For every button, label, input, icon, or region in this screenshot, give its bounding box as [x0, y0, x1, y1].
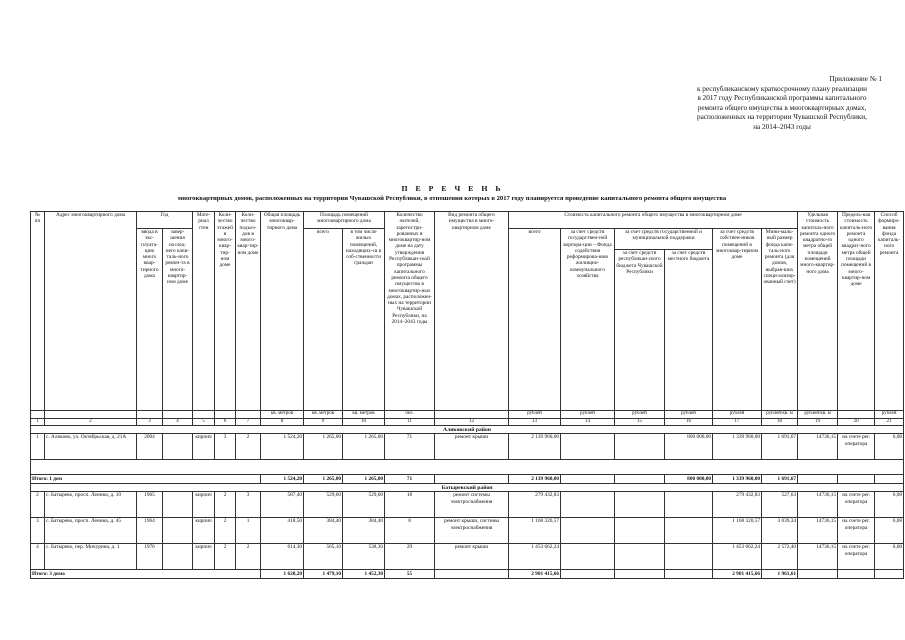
- total-row: [31, 475, 904, 484]
- total-residents: 55: [385, 570, 435, 579]
- row-number: 3: [31, 518, 45, 544]
- row-owned-area: 1 265,00: [343, 434, 385, 460]
- row-limit-cost: 14736,15: [798, 492, 838, 518]
- row-work-type: ремонт крыши, системы электроснабжения: [435, 518, 509, 544]
- row-min-contrib: 6,08: [875, 518, 904, 544]
- header-year-repair: завер-шения послед-него капи-таль-ного ремон-та в много-квартир-ном доме: [163, 229, 193, 411]
- column-number: 7: [236, 419, 261, 426]
- row-owned-area: 384,40: [343, 518, 385, 544]
- total-area: 1 524,20: [261, 475, 304, 484]
- row-cost-total: 1 168 320,57: [509, 518, 561, 544]
- row-cost-owners: 1 453 662,24: [713, 544, 762, 570]
- row-floors: 2: [215, 544, 236, 570]
- row-residents: 29: [385, 544, 435, 570]
- total-row: [31, 570, 904, 579]
- row-entrances: 2: [236, 544, 261, 570]
- column-number: 19: [798, 419, 838, 426]
- column-number: 20: [838, 419, 875, 426]
- row-unit-cost: 2 572,40: [762, 544, 798, 570]
- row-floors: 2: [215, 518, 236, 544]
- row-residents: 8: [385, 518, 435, 544]
- column-number: 5: [193, 419, 215, 426]
- row-min-contrib: 6,08: [875, 434, 904, 460]
- row-material: кирпич: [193, 544, 215, 570]
- total-unit-cost: 1 961,61: [762, 570, 798, 579]
- row-floors: 2: [215, 492, 236, 518]
- header-floors: Коли-чество этажей в много-квар-тир-ном доме: [215, 212, 236, 411]
- header-cost: Стоимость капитального ремонта общего имущества в многоквартирном доме: [509, 212, 798, 229]
- table-row: [31, 434, 904, 460]
- total-label: Итого: 1 дом: [31, 475, 261, 484]
- total-owners: 2 901 415,66: [713, 570, 762, 579]
- row-owned-area: 538,30: [343, 544, 385, 570]
- total-label: Итого: 3 дома: [31, 570, 261, 579]
- header-total-area: Общая площадь многоквар-тирного дома: [261, 212, 304, 411]
- unit-cell: рублей/кв. м: [798, 411, 838, 419]
- header-address: Адрес многоквартирного дома: [45, 212, 137, 411]
- total-unit-cost: 1 691,67: [762, 475, 798, 484]
- header-cost-local: за счет средств местного бюджета: [665, 250, 713, 411]
- header-year-built: ввода в экс-плуата-цию много квар-тирного дома: [137, 229, 163, 411]
- row-address: с. Батырево, просп. Ленина, д. 10: [45, 492, 137, 518]
- row-work-type: ремонт крыши: [435, 544, 509, 570]
- annex-line: к республиканскому краткосрочному плану реализации: [697, 84, 867, 93]
- row-work-type: ремонт крыши: [435, 434, 509, 460]
- row-year-built: 1964: [137, 518, 163, 544]
- row-total-area: 418,50: [261, 518, 304, 544]
- header-material: Мате-риал стен: [193, 212, 215, 411]
- annex-line: расположенных на территории Чувашской Республики,: [697, 113, 867, 122]
- column-number: 9: [304, 419, 343, 426]
- row-min-contrib: 6,08: [875, 492, 904, 518]
- header-unit-cost: Удельная стоимость капиталь-ного ремонта одного квадратно-го метра общей площади помещений много-квартир-ного дома: [798, 212, 838, 411]
- row-residents: 18: [385, 492, 435, 518]
- row-premises-area: 1 265,00: [304, 434, 343, 460]
- unit-cell: рублей: [875, 411, 904, 419]
- total-area: 1 620,20: [261, 570, 304, 579]
- column-number: 13: [509, 419, 561, 426]
- column-number: 3: [137, 419, 163, 426]
- header-cost-fund: за счет средств государствен-ной корпора-ции – Фонда содействия реформирова-нию жилищно-коммунального хозяйства: [561, 229, 615, 411]
- header-cost-republic: за счет средств республикан-ского бюджета Чувашской Республики: [615, 250, 665, 411]
- row-method: на счете рег. оператора: [838, 492, 875, 518]
- row-limit-cost: 14736,15: [798, 518, 838, 544]
- row-min-contrib: 6,08: [875, 544, 904, 570]
- row-limit-cost: 14736,15: [798, 544, 838, 570]
- row-year-built: 1965: [137, 492, 163, 518]
- header-num: № пп: [31, 212, 45, 411]
- total-owned: 1 265,00: [343, 475, 385, 484]
- column-numbers-row: [31, 419, 904, 426]
- row-cost-owners: 1 339 960,00: [713, 434, 762, 460]
- row-year-built: 1976: [137, 544, 163, 570]
- document-subtitle: многоквартирных домов, расположенных на территории Чувашской Республики, в отношении которых в 2017 году планируется проведение капитального ремонта общего имущества: [177, 195, 727, 202]
- row-residents: 71: [385, 434, 435, 460]
- row-premises-area: 384,40: [304, 518, 343, 544]
- annex-line: в 2017 году Республиканской программы капитального: [697, 94, 867, 103]
- row-address: с. Батырево, просп. Ленина, д. 45: [45, 518, 137, 544]
- row-total-area: 1 524,20: [261, 434, 304, 460]
- header-entrances: Коли-чество подъез-дов в много-квар-тир-ном доме: [236, 212, 261, 411]
- row-material: кирпич: [193, 518, 215, 544]
- unit-cell: кв. метров: [343, 411, 385, 419]
- header-limit-cost: Предель-ная стоимость капиталь-ного ремонта одного квадрат-ного метра общей площади помещений в много-квартир-ном доме: [838, 212, 875, 411]
- row-cost-total: 2 139 960,00: [509, 434, 561, 460]
- header-work-type: Вид ремонта общего имущества в много-квартирном доме: [435, 212, 509, 411]
- row-entrances: 2: [236, 434, 261, 460]
- unit-cell: рублей/кв. м: [762, 411, 798, 419]
- total-residents: 71: [385, 475, 435, 484]
- row-address: с. Аликово, ул. Октябрьская, д. 21А: [45, 434, 137, 460]
- row-method: на счете рег. оператора: [838, 544, 875, 570]
- row-method: на счете рег. оператора: [838, 434, 875, 460]
- unit-cell: рублей: [713, 411, 762, 419]
- district-heading: Аликовский район: [31, 426, 904, 434]
- row-material: кирпич: [193, 492, 215, 518]
- header-residents: Количество жителей, зарегистри-рованных в многоквартир-ном доме на дату утверждения Республикан-ской программы капитального ремонта общего имущества в многоквартир-ных домах, расположен-ных на территории Чувашской Республики, на 2014–2043 годы: [385, 212, 435, 411]
- column-number: 18: [762, 419, 798, 426]
- column-number: 10: [343, 419, 385, 426]
- row-cost-total: 1 453 662,24: [509, 544, 561, 570]
- row-owned-area: 529,60: [343, 492, 385, 518]
- row-limit-cost: 14736,15: [798, 434, 838, 460]
- total-local: 800 000,00: [665, 475, 713, 484]
- unit-cell: рублей: [615, 411, 665, 419]
- total-owners: 1 339 960,00: [713, 475, 762, 484]
- header-premises-total: всего: [304, 229, 343, 411]
- header-year: Год: [137, 212, 193, 229]
- row-unit-cost: 527,63: [762, 492, 798, 518]
- total-owned: 1 452,30: [343, 570, 385, 579]
- row-cost-local: 800 000,00: [665, 434, 713, 460]
- total-premises: 1 265,00: [304, 475, 343, 484]
- unit-cell: кв. метров: [304, 411, 343, 419]
- header-premises-owned: в том числе жилых помещений, находящих-ся в соб-ственности граждан: [343, 229, 385, 411]
- column-number: 21: [875, 419, 904, 426]
- column-number: 4: [163, 419, 193, 426]
- row-cost-owners: 1 168 320,57: [713, 518, 762, 544]
- column-number: 2: [45, 419, 137, 426]
- header-premises-area: Площадь помещений многоквартирного дома: [304, 212, 385, 229]
- header-cost-owners: за счет средств собствен-ников помещений в многоквар-тирном доме: [713, 229, 762, 411]
- total-cost: 2 901 415,66: [509, 570, 561, 579]
- row-work-type: ремонт системы электроснабжения: [435, 492, 509, 518]
- annex-line: ремонта общего имущества в многоквартирных домах,: [697, 103, 867, 112]
- column-number: 6: [215, 419, 236, 426]
- unit-cell: рублей: [561, 411, 615, 419]
- row-total-area: 587,40: [261, 492, 304, 518]
- header-min-contrib: Мини-маль-ный размер фонда капи-таль-ного ремонта (для домов, выбрав-ших специ-ализир-ованный счет): [762, 229, 798, 411]
- row-entrances: 3: [236, 492, 261, 518]
- header-method: Способ формиро-вания фонда капиталь-ного ремонта: [875, 212, 904, 411]
- row-entrances: 1: [236, 518, 261, 544]
- column-number: 15: [615, 419, 665, 426]
- row-number: 2: [31, 492, 45, 518]
- column-number: 14: [561, 419, 615, 426]
- district-heading: Батыревский район: [31, 484, 904, 492]
- row-cost-owners: 279 432,83: [713, 492, 762, 518]
- document-title: П Е Р Е Ч Е Н Ь: [401, 184, 504, 193]
- column-number: 11: [385, 419, 435, 426]
- row-total-area: 614,30: [261, 544, 304, 570]
- column-number: 17: [713, 419, 762, 426]
- column-number: 1: [31, 419, 45, 426]
- row-material: кирпич: [193, 434, 215, 460]
- row-number: 4: [31, 544, 45, 570]
- row-premises-area: 529,60: [304, 492, 343, 518]
- table-row: [31, 518, 904, 544]
- row-cost-total: 279 432,83: [509, 492, 561, 518]
- table-row: [31, 492, 904, 518]
- row-method: на счете рег. оператора: [838, 518, 875, 544]
- row-floors: 3: [215, 434, 236, 460]
- column-number: 16: [665, 419, 713, 426]
- annex-note: [668, 75, 896, 133]
- houses-table: [30, 211, 904, 579]
- header-cost-total: всего: [509, 229, 561, 411]
- table-row: [31, 544, 904, 570]
- row-unit-cost: 3 039,34: [762, 518, 798, 544]
- row-number: 1: [31, 434, 45, 460]
- annex-line: Приложение № 1: [829, 75, 882, 83]
- row-address: с. Батырево, пер. Мичурина, д. 1: [45, 544, 137, 570]
- unit-cell: рублей: [509, 411, 561, 419]
- annex-line: на 2014–2043 годы: [753, 122, 811, 131]
- column-number: 8: [261, 419, 304, 426]
- row-year-built: 2004: [137, 434, 163, 460]
- unit-cell: чел.: [385, 411, 435, 419]
- total-premises: 1 479,10: [304, 570, 343, 579]
- row-premises-area: 565,10: [304, 544, 343, 570]
- column-number: 12: [435, 419, 509, 426]
- unit-cell: рублей: [665, 411, 713, 419]
- row-unit-cost: 1 691,67: [762, 434, 798, 460]
- total-cost: 2 139 960,00: [509, 475, 561, 484]
- unit-cell: кв. метров: [261, 411, 304, 419]
- header-cost-budget: за счет средств государственной и муниципальной поддержки: [615, 229, 713, 250]
